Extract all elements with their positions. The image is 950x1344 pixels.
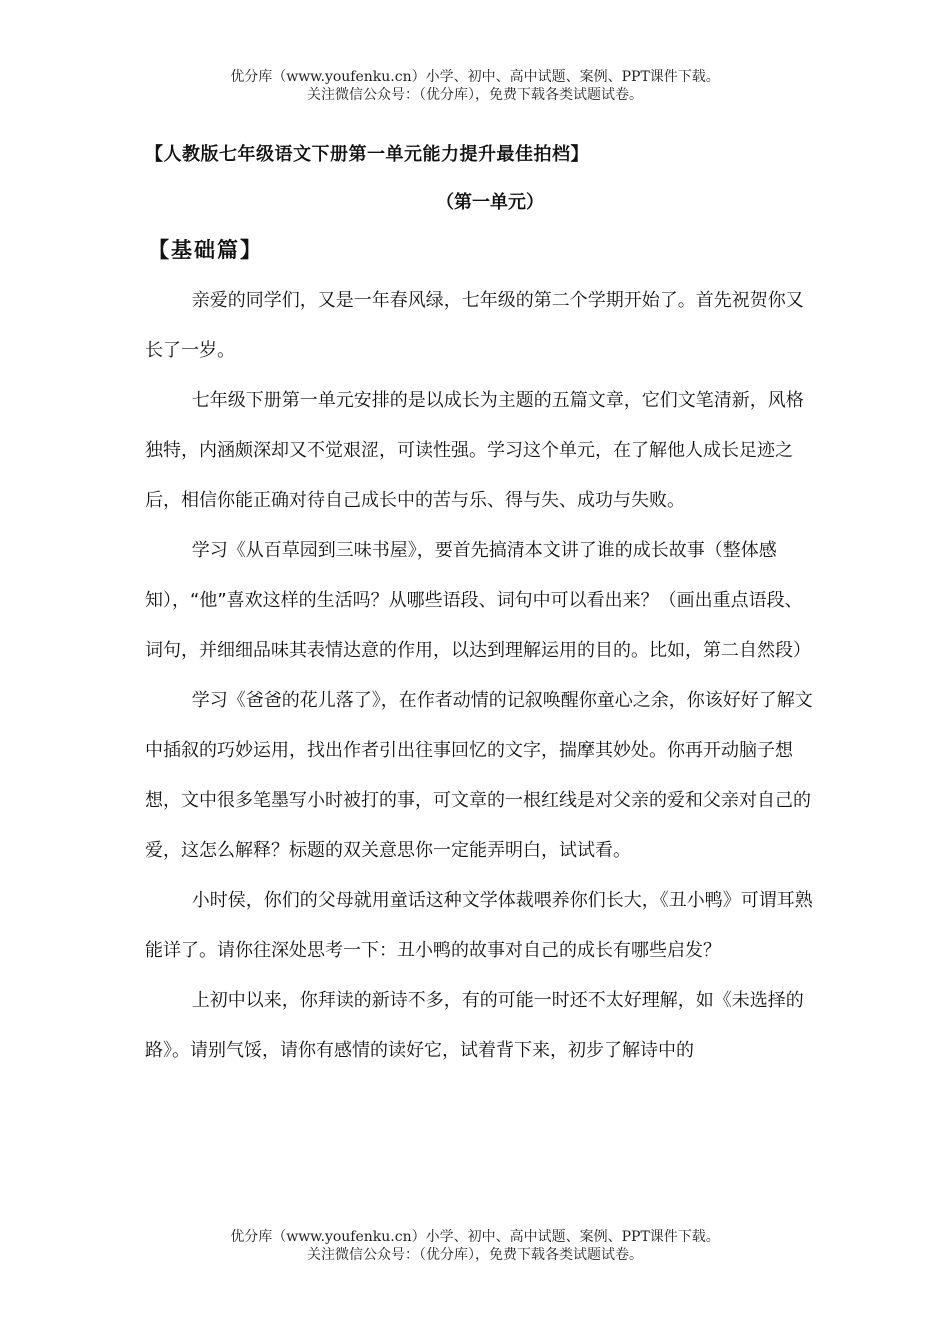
section-heading: 【基础篇】 — [148, 237, 263, 262]
header-line-1: 优分库（www.youfenku.cn）小学、初中、高中试题、案例、PPT课件下载。 — [230, 69, 720, 85]
document-subtitle: （第一单元） — [436, 192, 544, 213]
paragraph-3: 学习《从百草园到三味书屋》，要首先搞清本文讲了谁的成长故事（整体感知），“他”喜欢这样的生活吗？从哪些语段、词句中可以看出来？（画出重点语段、词句，并细细品味其表情达意的作用，以达到理解运用的目的。比如，第二自然段） — [145, 540, 811, 661]
document-title: 【人教版七年级语文下册第一单元能力提升最佳拍档】 — [145, 144, 589, 165]
paragraph-1: 亲爱的同学们，又是一年春风绿，七年级的第二个学期开始了。首先祝贺你又长了一岁。 — [145, 290, 804, 361]
paragraph-4: 学习《爸爸的花儿落了》，在作者动情的记叙唤醒你童心之余，你该好好了解文中插叙的巧妙运用，找出作者引出往事回忆的文字，揣摩其妙处。你再开动脑子想想，文中很多笔墨写小时被打的事，可文章的一根红线是对父亲的爱和父亲对自己的爱，这怎么解释？标题的双关意思你一定能弄明白，试试看。 — [145, 690, 813, 861]
page-header — [0, 68, 950, 104]
footer-line-2: 关注微信公众号：（优分库），免费下载各类试题试卷。 — [307, 1247, 643, 1263]
header-line-2: 关注微信公众号：（优分库），免费下载各类试题试卷。 — [307, 87, 643, 103]
paragraph-2: 七年级下册第一单元安排的是以成长为主题的五篇文章，它们文笔清新，风格独特，内涵颇深却又不觉艰涩，可读性强。学习这个单元，在了解他人成长足迹之后，相信你能正确对待自己成长中的苦与乐、得与失、成功与失败。 — [145, 390, 804, 511]
footer-line-1: 优分库（www.youfenku.cn）小学、初中、高中试题、案例、PPT课件下载。 — [230, 1229, 720, 1245]
document-body — [145, 276, 817, 1076]
paragraph-6: 上初中以来，你拜读的新诗不多，有的可能一时还不太好理解，如《未选择的路》。请别气馁，请你有感情的读好它，试着背下来，初步了解诗中的 — [145, 990, 804, 1061]
paragraph-5: 小时侯，你们的父母就用童话这种文学体裁喂养你们长大，《丑小鸭》可谓耳熟能详了。请你往深处思考一下：丑小鸭的故事对自己的成长有哪些启发？ — [145, 890, 813, 961]
page-footer — [0, 1228, 950, 1264]
